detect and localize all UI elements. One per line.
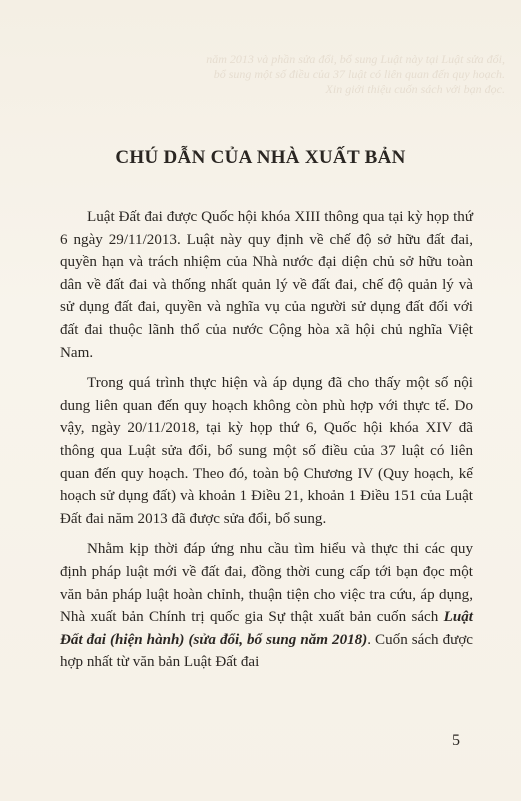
- paragraph-1: Luật Đất đai được Quốc hội khóa XIII thông qua tại kỳ họp thứ 6 ngày 29/11/2013. Luật này quy định về chế độ sở hữu đất đai, quyền hạn và trách nhiệm của Nhà nước đại diện chủ sở hữu toàn dân về đất đai và thống nhất quản lý về đất đai, chế độ quản lý và sử dụng đất đai, quyền và nghĩa vụ của người sử dụng đất đối với đất đai thuộc lãnh thổ của nước Cộng hòa xã hội chủ nghĩa Việt Nam.: [60, 209, 473, 361]
- paragraph-3-continuation: . Cuốn sách được hợp nhất từ văn bản Luật Đất đai: [60, 631, 473, 671]
- book-title-emphasis: Luật Đất đai (hiện hành) (sửa đổi, bổ sung năm 2018): [60, 609, 473, 648]
- paragraph-3: [60, 538, 473, 674]
- bleed-through-line: Xin giới thiệu cuốn sách với bạn đọc.: [325, 82, 505, 96]
- page-number: 5: [452, 732, 460, 749]
- page-title: CHÚ DẪN CỦA NHÀ XUẤT BẢN: [115, 147, 406, 168]
- body-text: [60, 206, 473, 682]
- paragraph-2: Trong quá trình thực hiện và áp dụng đã cho thấy một số nội dung liên quan đến quy hoạch không còn phù hợp với thực tế. Do vậy, ngày 20/11/2018, tại kỳ họp thứ 6, Quốc hội khóa XIV đã thông qua Luật sửa đổi, bổ sung một số điều của 37 luật có liên quan đến quy hoạch. Theo đó, toàn bộ Chương IV (Quy hoạch, kế hoạch sử dụng đất) và khoản 1 Điều 21, khoản 1 Điều 151 của Luật Đất đai năm 2013 đã được sửa đổi, bổ sung.: [60, 375, 473, 527]
- bleed-through-text: [165, 52, 505, 97]
- bleed-through-line: năm 2013 và phần sửa đổi, bổ sung Luật này tại Luật sửa đổi,: [206, 52, 505, 66]
- bleed-through-line: bổ sung một số điều của 37 luật có liên quan đến quy hoạch.: [213, 67, 505, 81]
- paragraph-3-text: Nhằm kịp thời đáp ứng nhu cầu tìm hiểu và thực thi các quy định pháp luật mới về đất đai, đồng thời cung cấp tới bạn đọc một văn bản pháp luật hoàn chỉnh, thuận tiện cho việc tra cứu, áp dụng, Nhà xuất bản Chính trị quốc gia Sự thật xuất bản cuốn sách: [60, 541, 473, 626]
